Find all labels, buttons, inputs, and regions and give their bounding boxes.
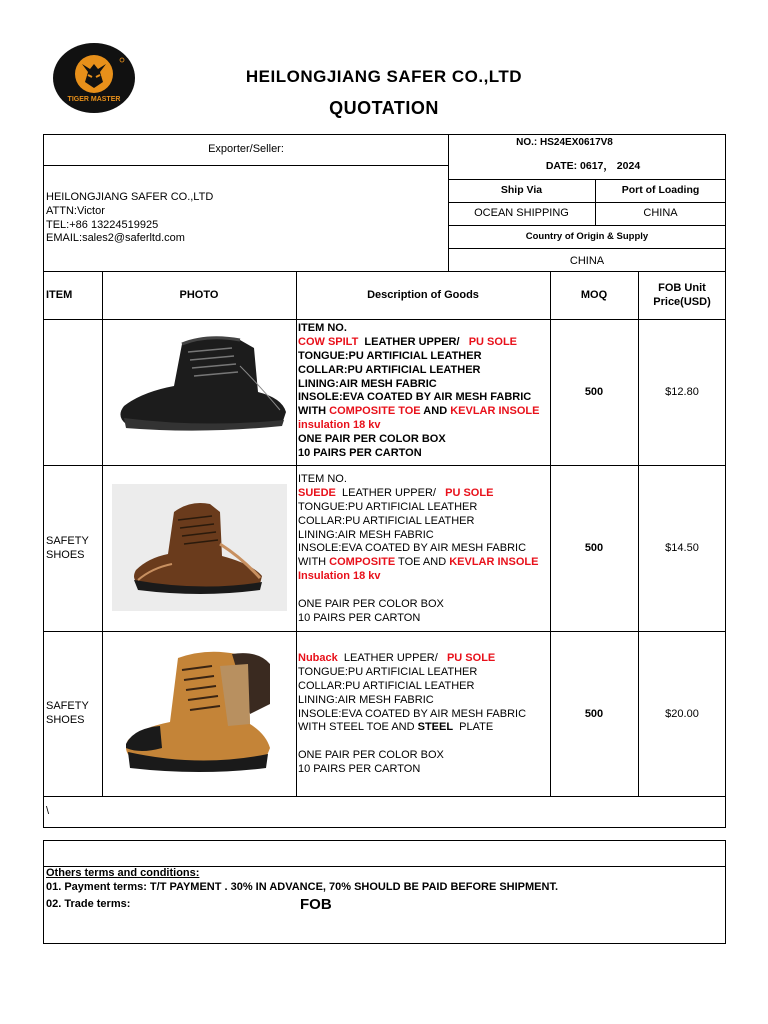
- price-value: $12.80: [665, 386, 699, 398]
- exporter-name: HEILONGJIANG SAFER CO.,LTD: [46, 191, 214, 203]
- moq-value: 500: [584, 386, 604, 398]
- product-photo: [120, 644, 286, 782]
- item-label: SAFETY SHOES: [46, 535, 89, 561]
- country-origin-label: Country of Origin & Supply: [525, 231, 649, 242]
- table-footer-mark: \: [46, 805, 50, 817]
- exporter-tel: TEL:+86 13224519925: [46, 218, 159, 231]
- product-description: ITEM NO. SUEDE LEATHER UPPER/ PU SOLE TONGUE:PU ARTIFICIAL LEATHER COLLAR:PU ARTIFICIAL LEATHER LINING:AIR MESH FABRIC INSOLE:EVA COATED BY AIR MESH FABRIC WITH COMPOSITE TOE AND KEVLAR INSOLE Insulation 18 kv ONE PAIR PER COLOR BOX 10 PAIRS PER CARTON: [298, 473, 539, 624]
- terms-heading: Others terms and conditions:: [46, 867, 200, 879]
- company-name: HEILONGJIANG SAFER CO.,LTD: [245, 67, 523, 86]
- column-header-price-line2: Price(USD): [653, 296, 711, 308]
- trade-terms-value: FOB: [300, 896, 332, 913]
- product-photo: [112, 326, 292, 436]
- column-header-price: [638, 281, 726, 309]
- price-value: $20.00: [665, 708, 699, 720]
- ship-via-label: Ship Via: [500, 184, 543, 196]
- quotation-number: NO.: HS24EX0617V8: [516, 137, 613, 148]
- tan-nubuck-boot-icon: [120, 644, 286, 782]
- product-description: Nuback LEATHER UPPER/ PU SOLE TONGUE:PU ARTIFICIAL LEATHER COLLAR:PU ARTIFICIAL LEATHER LINING:AIR MESH FABRIC INSOLE:EVA COATED BY AIR MESH FABRIC WITH STEEL TOE AND STEEL PLATE ONE PAIR PER COLOR BOX 10 PAIRS PER CARTON: [298, 652, 527, 776]
- country-origin-value: CHINA: [569, 255, 605, 267]
- ship-via-value: OCEAN SHIPPING: [474, 207, 569, 219]
- payment-terms: 01. Payment terms: T/T PAYMENT . 30% IN ADVANCE, 70% SHOULD BE PAID BEFORE SHIPMENT.: [46, 881, 559, 893]
- column-header-item: ITEM: [46, 289, 73, 301]
- quotation-date: DATE: 0617， 2024: [545, 160, 641, 172]
- exporter-email: EMAIL:sales2@saferltd.com: [46, 232, 185, 245]
- item-label: SAFETY SHOES: [46, 700, 89, 726]
- moq-value: 500: [584, 542, 604, 554]
- brown-safety-boot-icon: [112, 484, 287, 611]
- trade-terms-label: 02. Trade terms:: [46, 898, 131, 910]
- exporter-label: Exporter/Seller:: [208, 143, 284, 155]
- document-title: QUOTATION: [329, 98, 439, 118]
- black-safety-boot-icon: [112, 326, 292, 436]
- column-header-photo: PHOTO: [179, 289, 219, 301]
- port-of-loading-label: Port of Loading: [621, 184, 700, 196]
- exporter-details: [46, 191, 213, 246]
- column-header-moq: MOQ: [580, 289, 608, 301]
- product-description: ITEM NO. COW SPILT LEATHER UPPER/ PU SOLE TONGUE:PU ARTIFICIAL LEATHER COLLAR:PU ARTIFICIAL LEATHER LINING:AIR MESH FABRIC INSOLE:EVA COATED BY AIR MESH FABRIC WITH COMPOSITE TOE AND KEVLAR INSOLE insulation 18 kv ONE PAIR PER COLOR BOX 10 PAIRS PER CARTON: [298, 322, 540, 460]
- moq-value: 500: [584, 708, 604, 720]
- logo-text: TIGER MASTER: [67, 96, 121, 103]
- port-of-loading-value: CHINA: [643, 207, 678, 219]
- product-photo: [112, 484, 287, 611]
- column-header-price-line1: FOB Unit: [658, 282, 706, 294]
- price-value: $14.50: [665, 542, 699, 554]
- exporter-attn: ATTN:Victor: [46, 204, 105, 217]
- column-header-description: Description of Goods: [367, 289, 479, 301]
